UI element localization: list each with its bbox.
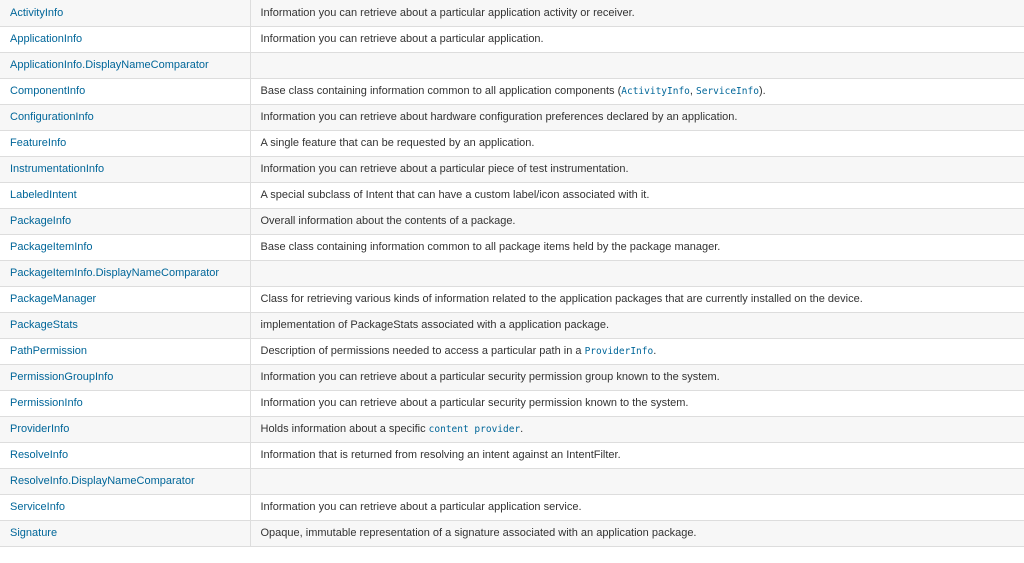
table-row xyxy=(0,416,1024,442)
table-row xyxy=(0,26,1024,52)
class-name-cell xyxy=(0,312,250,338)
table-row xyxy=(0,390,1024,416)
class-description: Information you can retrieve about a particular security permission known to the system. xyxy=(260,397,689,409)
class-description-cell xyxy=(250,260,1024,286)
class-description-suffix: . xyxy=(653,345,657,357)
class-description-cell xyxy=(250,104,1024,130)
class-name-cell xyxy=(0,416,250,442)
class-description-cell xyxy=(250,0,1024,26)
class-description: Information you can retrieve about a particular piece of test instrumentation. xyxy=(260,163,629,175)
table-row xyxy=(0,260,1024,286)
table-row xyxy=(0,104,1024,130)
class-description-suffix: . xyxy=(520,423,524,435)
class-description-cell xyxy=(250,208,1024,234)
class-description-cell xyxy=(250,234,1024,260)
class-description: implementation of PackageStats associated with a application package. xyxy=(260,319,610,331)
class-name-cell xyxy=(0,286,250,312)
class-link[interactable]: ResolveInfo xyxy=(10,449,69,461)
class-description-cell xyxy=(250,78,1024,104)
class-name-cell xyxy=(0,0,250,26)
class-description: Information you can retrieve about a particular application. xyxy=(260,33,544,45)
class-description-cell xyxy=(250,416,1024,442)
class-description: Information you can retrieve about hardware configuration preferences declared by an application. xyxy=(260,111,738,123)
table-row xyxy=(0,286,1024,312)
class-link[interactable]: FeatureInfo xyxy=(10,137,67,149)
table-row xyxy=(0,234,1024,260)
class-link[interactable]: ConfigurationInfo xyxy=(10,111,94,123)
class-name-cell xyxy=(0,182,250,208)
table-row xyxy=(0,494,1024,520)
class-link[interactable]: ApplicationInfo xyxy=(10,33,83,45)
class-name-cell xyxy=(0,26,250,52)
class-description-cell xyxy=(250,312,1024,338)
class-link[interactable]: PackageManager xyxy=(10,293,97,305)
code-link-serviceinfo[interactable]: ServiceInfo xyxy=(696,86,759,97)
class-name-cell xyxy=(0,442,250,468)
class-description-cell xyxy=(250,130,1024,156)
class-name-cell xyxy=(0,390,250,416)
class-name-cell xyxy=(0,494,250,520)
class-description-prefix: Holds information about a specific xyxy=(260,423,429,435)
class-description: Overall information about the contents of a package. xyxy=(260,215,516,227)
class-link[interactable]: PackageInfo xyxy=(10,215,72,227)
class-description: Class for retrieving various kinds of information related to the application packages that are currently installed on the device. xyxy=(260,293,863,305)
class-name-cell xyxy=(0,104,250,130)
table-row xyxy=(0,78,1024,104)
class-link[interactable]: LabeledIntent xyxy=(10,189,77,201)
class-name-cell xyxy=(0,130,250,156)
class-name-cell xyxy=(0,338,250,364)
class-name-cell xyxy=(0,260,250,286)
class-link[interactable]: InstrumentationInfo xyxy=(10,163,105,175)
class-name-cell xyxy=(0,520,250,546)
class-name-cell xyxy=(0,52,250,78)
class-link[interactable]: Signature xyxy=(10,527,58,539)
class-link[interactable]: PackageItemInfo.DisplayNameComparator xyxy=(10,267,220,279)
class-description-suffix: ). xyxy=(758,85,766,97)
table-row xyxy=(0,338,1024,364)
class-description-cell xyxy=(250,442,1024,468)
class-link[interactable]: PackageStats xyxy=(10,319,78,331)
class-description: A single feature that can be requested by an application. xyxy=(260,137,535,149)
class-link[interactable]: ProviderInfo xyxy=(10,423,70,435)
code-link-content-provider[interactable]: content provider xyxy=(428,424,521,435)
class-link[interactable]: ResolveInfo.DisplayNameComparator xyxy=(10,475,195,487)
class-description-cell xyxy=(250,26,1024,52)
table-row xyxy=(0,182,1024,208)
class-name-cell xyxy=(0,364,250,390)
class-description: Information that is returned from resolving an intent against an IntentFilter. xyxy=(260,449,621,461)
table-row xyxy=(0,0,1024,26)
class-description: Information you can retrieve about a particular application service. xyxy=(260,501,582,513)
class-link[interactable]: PackageItemInfo xyxy=(10,241,93,253)
class-description: Information you can retrieve about a particular application activity or receiver. xyxy=(260,6,635,19)
table-row xyxy=(0,442,1024,468)
class-link[interactable]: ServiceInfo xyxy=(10,501,66,513)
table-row xyxy=(0,312,1024,338)
class-name-cell xyxy=(0,468,250,494)
class-description-cell xyxy=(250,182,1024,208)
class-link[interactable]: PermissionInfo xyxy=(10,397,83,409)
table-row xyxy=(0,468,1024,494)
class-name-cell xyxy=(0,156,250,182)
class-description-prefix: Description of permissions needed to access a particular path in a xyxy=(260,345,585,357)
table-row xyxy=(0,364,1024,390)
class-description-cell xyxy=(250,286,1024,312)
class-description-cell xyxy=(250,52,1024,78)
class-description: Information you can retrieve about a particular security permission group known to the system. xyxy=(260,371,720,383)
code-separator: , xyxy=(689,85,697,97)
class-name-cell xyxy=(0,78,250,104)
class-description-cell xyxy=(250,390,1024,416)
class-description-prefix: Base class containing information common to all application components ( xyxy=(260,85,622,97)
code-link-providerinfo[interactable]: ProviderInfo xyxy=(584,346,654,357)
class-link[interactable]: ApplicationInfo.DisplayNameComparator xyxy=(10,59,209,71)
class-name-cell xyxy=(0,234,250,260)
table-row xyxy=(0,520,1024,546)
class-description-cell xyxy=(250,520,1024,546)
class-link[interactable]: ActivityInfo xyxy=(10,6,64,19)
class-name-cell xyxy=(0,208,250,234)
class-link[interactable]: PathPermission xyxy=(10,345,88,357)
class-description: Opaque, immutable representation of a signature associated with an application package. xyxy=(260,527,697,539)
class-link[interactable]: ComponentInfo xyxy=(10,85,86,97)
table-row xyxy=(0,208,1024,234)
table-row xyxy=(0,130,1024,156)
class-description-cell xyxy=(250,494,1024,520)
table-row xyxy=(0,52,1024,78)
class-description-cell xyxy=(250,338,1024,364)
code-link-activityinfo[interactable]: ActivityInfo xyxy=(621,86,690,97)
class-description-cell xyxy=(250,468,1024,494)
table-row xyxy=(0,156,1024,182)
class-description-cell xyxy=(250,364,1024,390)
class-description-cell xyxy=(250,156,1024,182)
class-description: Base class containing information common to all package items held by the package manager. xyxy=(260,241,721,253)
class-link[interactable]: PermissionGroupInfo xyxy=(10,371,114,383)
class-description: A special subclass of Intent that can have a custom label/icon associated with it. xyxy=(260,189,650,201)
